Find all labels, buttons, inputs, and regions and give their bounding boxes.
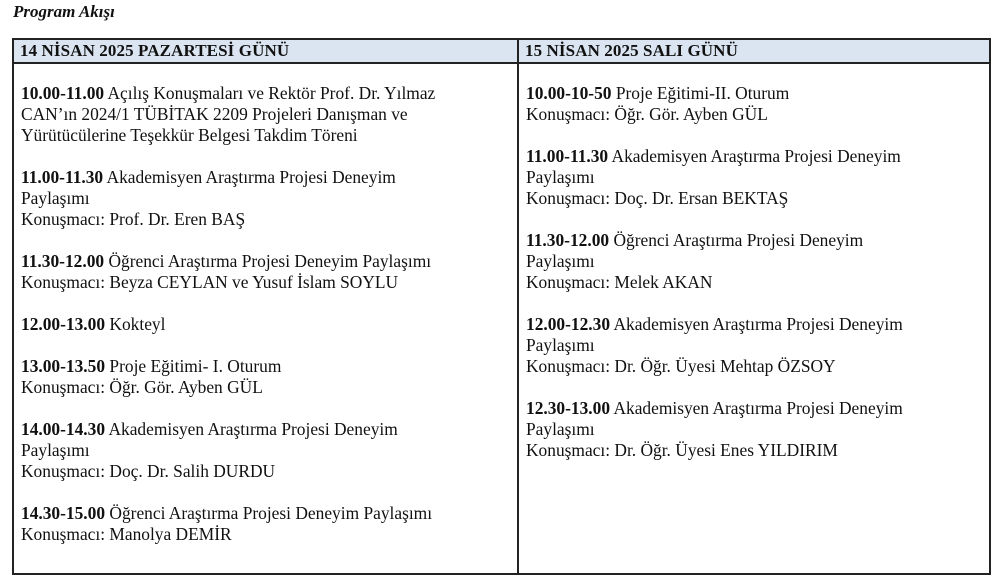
entry-line: Konuşmacı: Manolya DEMİR — [21, 524, 232, 544]
entry-line: Paylaşımı — [21, 440, 90, 460]
entry-line — [21, 356, 517, 377]
entry-text: Açılış Konuşmaları ve Rektör Prof. Dr. Yılmaz — [104, 83, 436, 103]
entry-line: Konuşmacı: Dr. Öğr. Üyesi Mehtap ÖZSOY — [526, 356, 836, 376]
schedule-entry — [21, 314, 517, 335]
entry-time: 14.30-15.00 — [21, 503, 106, 523]
entry-line — [21, 251, 517, 272]
entry-time: 10.00-11.00 — [21, 83, 105, 103]
schedule-entry — [526, 398, 989, 461]
entry-text: Akademisyen Araştırma Projesi Deneyim — [608, 146, 901, 166]
entry-line — [526, 230, 989, 251]
schedule-entry — [21, 503, 517, 545]
schedule-entry — [526, 230, 989, 293]
schedule-entry — [526, 146, 989, 209]
entry-line: Konuşmacı: Dr. Öğr. Üyesi Enes YILDIRIM — [526, 440, 838, 460]
entry-time: 10.00-10-50 — [526, 83, 612, 103]
entry-line — [526, 398, 989, 419]
page-title: Program Akışı — [13, 2, 115, 21]
entry-time: 13.00-13.50 — [21, 356, 106, 376]
schedule-entry — [21, 83, 517, 146]
entry-text: Öğrenci Araştırma Projesi Deneyim — [609, 230, 864, 250]
entry-line: Paylaşımı — [21, 188, 90, 208]
entry-time: 11.00-11.30 — [526, 146, 609, 166]
entry-text: Kokteyl — [105, 314, 166, 334]
schedule-entry — [21, 419, 517, 482]
entry-line: Konuşmacı: Doç. Dr. Ersan BEKTAŞ — [526, 188, 789, 208]
entry-line: Paylaşımı — [526, 167, 595, 187]
entry-line: Paylaşımı — [526, 419, 595, 439]
entry-line — [21, 83, 517, 104]
entry-text: Proje Eğitimi- I. Oturum — [105, 356, 282, 376]
entry-text: Proje Eğitimi-II. Oturum — [611, 83, 790, 103]
entry-line — [21, 167, 517, 188]
entry-time: 11.30-12.00 — [21, 251, 105, 271]
entry-line: Yürütücülerine Teşekkür Belgesi Takdim Töreni — [21, 125, 358, 145]
entry-line: CAN’ın 2024/1 TÜBİTAK 2209 Projeleri Danışman ve — [21, 104, 408, 124]
entry-line: Konuşmacı: Doç. Dr. Salih DURDU — [21, 461, 276, 481]
entry-time: 12.00-12.30 — [526, 314, 611, 334]
entry-line: Paylaşımı — [526, 335, 595, 355]
entry-text: Akademisyen Araştırma Projesi Deneyim — [610, 314, 903, 334]
entry-text: Akademisyen Araştırma Projesi Deneyim — [103, 167, 396, 187]
entry-line: Konuşmacı: Prof. Dr. Eren BAŞ — [21, 209, 246, 229]
entry-line — [526, 83, 989, 104]
day1-schedule — [14, 64, 519, 573]
program-table — [12, 38, 991, 575]
entry-line — [21, 314, 517, 335]
entry-line — [21, 419, 517, 440]
entry-line: Konuşmacı: Beyza CEYLAN ve Yusuf İslam SOYLU — [21, 272, 399, 292]
day1-header: 14 NİSAN 2025 PAZARTESİ GÜNÜ — [14, 40, 519, 64]
entry-line: Paylaşımı — [526, 251, 595, 271]
entry-line: Konuşmacı: Öğr. Gör. Ayben GÜL — [21, 377, 263, 397]
entry-text: Öğrenci Araştırma Projesi Deneyim Paylaşımı — [104, 251, 432, 271]
entry-time: 11.30-12.00 — [526, 230, 610, 250]
entry-line — [526, 314, 989, 335]
entry-line: Konuşmacı: Öğr. Gör. Ayben GÜL — [526, 104, 768, 124]
day2-header: 15 NİSAN 2025 SALI GÜNÜ — [519, 40, 989, 64]
schedule-entry — [21, 251, 517, 293]
day2-schedule — [519, 64, 989, 573]
entry-text: Öğrenci Araştırma Projesi Deneyim Paylaşımı — [105, 503, 433, 523]
entry-time: 12.00-13.00 — [21, 314, 106, 334]
entry-time: 12.30-13.00 — [526, 398, 611, 418]
entry-text: Akademisyen Araştırma Projesi Deneyim — [610, 398, 903, 418]
schedule-entry — [526, 314, 989, 377]
entry-text: Akademisyen Araştırma Projesi Deneyim — [105, 419, 398, 439]
entry-time: 11.00-11.30 — [21, 167, 104, 187]
entry-line: Konuşmacı: Melek AKAN — [526, 272, 713, 292]
entry-line — [21, 503, 517, 524]
entry-time: 14.00-14.30 — [21, 419, 106, 439]
schedule-entry — [21, 356, 517, 398]
schedule-entry — [21, 167, 517, 230]
entry-line — [526, 146, 989, 167]
schedule-entry — [526, 83, 989, 125]
